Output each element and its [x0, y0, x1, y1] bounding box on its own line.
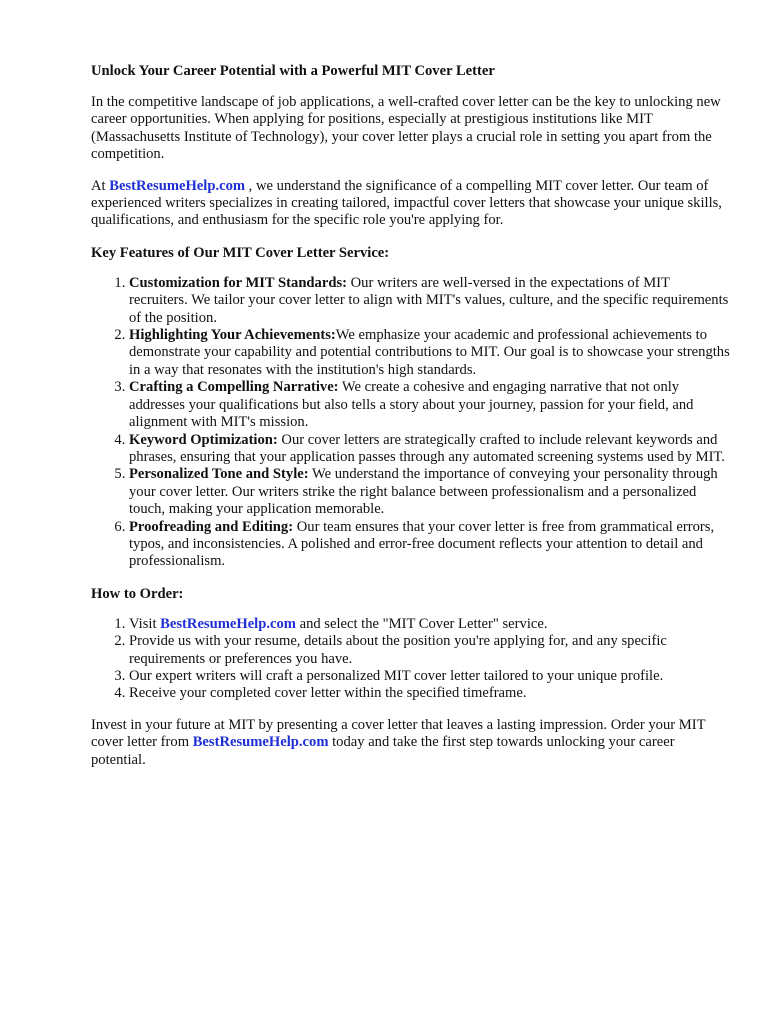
about-prefix: At: [91, 177, 110, 194]
feature-text: Our writers are well-versed in the expectations of MIT recruiters. We tailor your cover letter to align with MIT's values, culture, and the specific requirements of the position.: [129, 274, 729, 326]
feature-item: [129, 432, 731, 467]
bestresumehelp-link[interactable]: BestResumeHelp.com: [109, 177, 246, 194]
step-suffix: and select the "MIT Cover Letter" service.: [295, 615, 548, 632]
document-body: [91, 62, 731, 783]
feature-item: [129, 275, 731, 327]
about-paragraph: [91, 178, 731, 230]
features-list: [91, 275, 731, 571]
order-steps: [91, 616, 731, 703]
feature-title: Customization for MIT Standards:: [129, 274, 347, 291]
feature-item: [129, 466, 731, 518]
feature-text: Our team ensures that your cover letter is free from grammatical errors, typos, and inconsistencies. A polished and error-free document reflects your attention to detail and professionalism.: [129, 518, 715, 570]
feature-title: Keyword Optimization:: [129, 431, 278, 448]
feature-title: Crafting a Compelling Narrative:: [129, 379, 339, 396]
about-suffix: , we understand the significance of a compelling MIT cover letter. Our team of experienced writers specializes in creating tailored, impactful cover letters that showcase your unique skills, qualifications, and enthusiasm for the specific role you're applying for.: [91, 177, 722, 229]
feature-text: We understand the importance of conveying your personality through your cover letter. Our writers strike the right balance between professionalism and a personalized touch, making your application memorable.: [129, 466, 718, 518]
closing-suffix: today and take the first step towards unlocking your career potential.: [91, 734, 675, 768]
feature-text: We emphasize your academic and professional achievements to demonstrate your capability and potential contributions to MIT. Our goal is to showcase your strengths in a way that resonates with the institution's high standards.: [129, 327, 730, 378]
feature-title: Highlighting Your Achievements:: [129, 327, 336, 344]
feature-item: [129, 519, 731, 571]
order-heading: How to Order:: [91, 585, 184, 602]
order-step: 2. Provide us with your resume, details about the position you're applying for, and any specific requirements or preferences you have.: [129, 633, 731, 668]
order-step: 4. Receive your completed cover letter within the specified timeframe.: [129, 685, 731, 702]
feature-text: Our cover letters are strategically crafted to include relevant keywords and phrases, ensuring that your application passes through any automated screening systems used by MIT.: [129, 431, 725, 465]
feature-title: Personalized Tone and Style:: [129, 466, 309, 483]
closing-paragraph: [91, 717, 731, 769]
closing-prefix: Invest in your future at MIT by presenting a cover letter that leaves a lasting impression. Order your MIT cover letter from: [91, 716, 706, 751]
bestresumehelp-link[interactable]: BestResumeHelp.com: [192, 734, 329, 751]
bestresumehelp-link[interactable]: BestResumeHelp.com: [160, 615, 296, 632]
step-prefix: Visit: [129, 615, 161, 632]
intro-paragraph: In the competitive landscape of job applications, a well-crafted cover letter can be the key to unlocking new career opportunities. When applying for positions, especially at prestigious institutions like MIT (Massachusetts Institute of Technology), your cover letter plays a crucial role in setting you apart from the competition.: [91, 94, 721, 163]
feature-title: Proofreading and Editing:: [129, 518, 294, 535]
page-title: Unlock Your Career Potential with a Powerful MIT Cover Letter: [91, 63, 495, 79]
order-step: [129, 616, 731, 633]
feature-item: [129, 379, 731, 431]
feature-item: [129, 327, 731, 379]
order-step: 3. Our expert writers will craft a personalized MIT cover letter tailored to your unique profile.: [129, 668, 731, 685]
feature-text: We create a cohesive and engaging narrative that not only addresses your qualifications but also tells a story about your journey, passion for your field, and alignment with MIT's mission.: [129, 379, 694, 431]
features-heading: Key Features of Our MIT Cover Letter Service:: [91, 244, 390, 261]
